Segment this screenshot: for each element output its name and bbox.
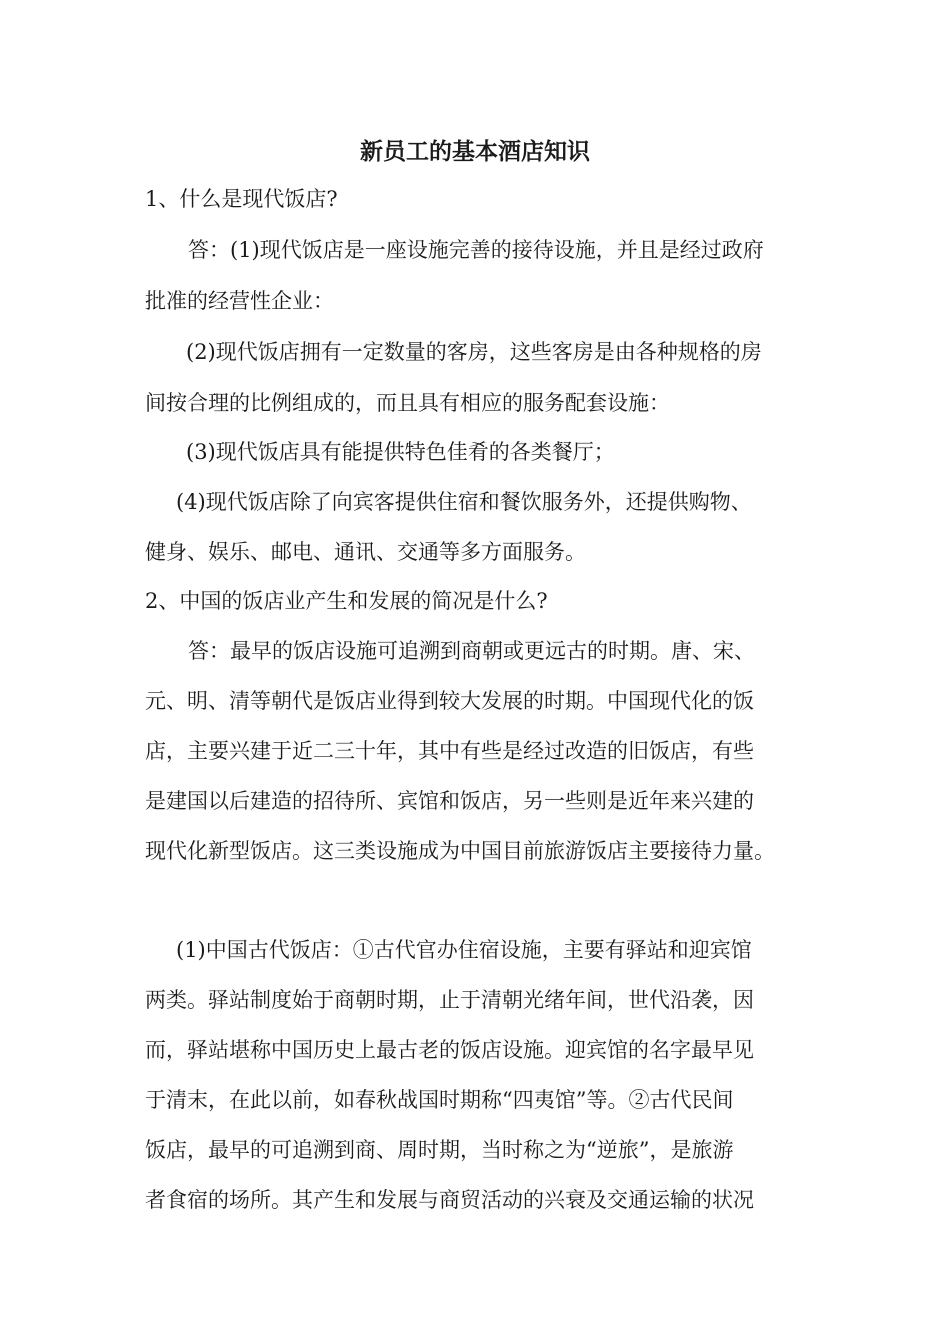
question-2-heading: 2、中国的饭店业产生和发展的简况是什么? (145, 589, 548, 613)
ancient-hotels-line-1: (1)中国古代饭店：①古代官办住宿设施，主要有驿站和迎宾馆 (176, 938, 752, 962)
answer-2-line-4: 是建国以后建造的招待所、宾馆和饭店，另一些则是近年来兴建的 (145, 789, 754, 813)
answer-2-line-1: 答：最早的饭店设施可追溯到商朝或更远古的时期。唐、宋、 (188, 639, 755, 663)
ancient-hotels-line-2: 两类。驿站制度始于商朝时期，止于清朝光绪年间，世代沿袭，因 (145, 988, 754, 1012)
ancient-hotels-line-6: 者食宿的场所。其产生和发展与商贸活动的兴衰及交通运输的状况 (145, 1188, 754, 1212)
document-title: 新员工的基本酒店知识 (360, 139, 590, 165)
answer-2-line-5: 现代化新型饭店。这三类设施成为中国目前旅游饭店主要接待力量。 (145, 839, 775, 863)
answer-2-line-2: 元、明、清等朝代是饭店业得到较大发展的时期。中国现代化的饭 (145, 689, 754, 713)
answer-1-item-2-line-2: 间按合理的比例组成的，而且具有相应的服务配套设施： (145, 391, 670, 415)
question-1-heading: 1、什么是现代饭店? (145, 187, 338, 211)
answer-1-item-3: (3)现代饭店具有能提供特色佳肴的各类餐厅； (186, 440, 615, 464)
answer-1-item-2-line-1: (2)现代饭店拥有一定数量的客房，这些客房是由各种规格的房 (186, 340, 762, 364)
answer-1-item-4-line-1: (4)现代饭店除了向宾客提供住宿和餐饮服务外，还提供购物、 (176, 490, 752, 514)
answer-1-item-1-line-2: 批准的经营性企业： (145, 289, 334, 313)
answer-2-line-3: 店，主要兴建于近二三十年，其中有些是经过改造的旧饭店，有些 (145, 739, 754, 763)
answer-1-item-1-line-1: 答：(1)现代饭店是一座设施完善的接待设施，并且是经过政府 (188, 238, 764, 262)
ancient-hotels-line-3: 而，驿站堪称中国历史上最古老的饭店设施。迎宾馆的名字最早见 (145, 1038, 754, 1062)
answer-1-item-4-line-2: 健身、娱乐、邮电、通讯、交通等多方面服务。 (145, 540, 586, 564)
ancient-hotels-line-5: 饭店，最早的可追溯到商、周时期，当时称之为“逆旅”，是旅游 (145, 1138, 734, 1162)
ancient-hotels-line-4: 于清末，在此以前，如春秋战国时期称“四夷馆”等。②古代民间 (145, 1088, 734, 1112)
